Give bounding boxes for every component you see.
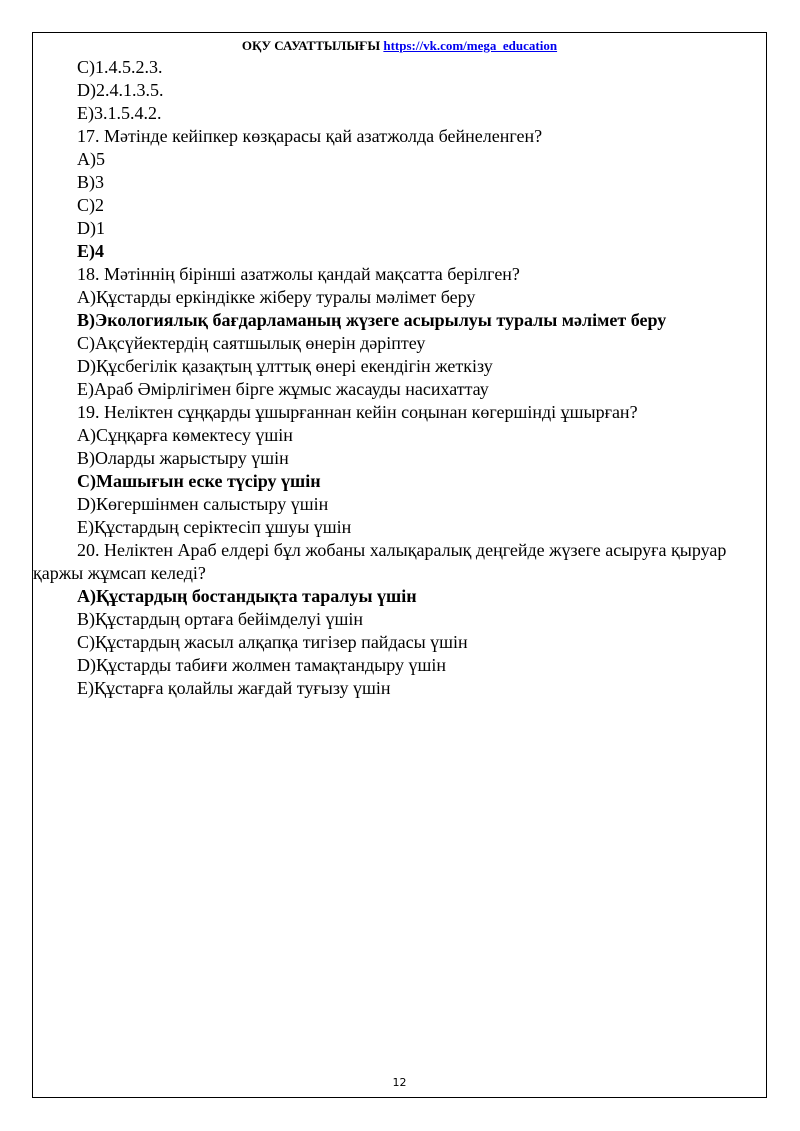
answer-option: E)3.1.5.4.2. <box>77 103 162 123</box>
answer-option: D)1 <box>77 218 105 238</box>
answer-option: A)Құстарды еркіндікке жіберу туралы мәлімет беру <box>77 287 476 307</box>
correct-answer-option: B)Экологиялық бағдарламаның жүзеге асырылуы туралы мәлімет беру <box>77 310 667 330</box>
answer-option: A)5 <box>77 149 105 169</box>
header-title: ОҚУ САУАТТЫЛЫҒЫ <box>241 38 381 53</box>
answer-option: D)2.4.1.3.5. <box>77 80 164 100</box>
question-text: 18. Мәтіннің бірінші азатжолы қандай мақсатта берілген? <box>77 264 520 284</box>
page-number: 12 <box>392 1076 407 1089</box>
correct-answer-option: C)Машығын еске түсіру үшін <box>77 471 321 491</box>
answer-option: B)3 <box>77 172 104 192</box>
answer-option: A)Сұңқарға көмектесу үшін <box>77 425 293 445</box>
question-text: 20. Неліктен Араб елдері бұл жобаны халықаралық деңгейде жүзеге асыруға қыруар қаржы жұмсап келеді? <box>33 540 727 583</box>
header-link[interactable]: https://vk.com/mega_education <box>383 38 558 53</box>
answer-option: E)Араб Әмірлігімен бірге жұмыс жасауды насихаттау <box>77 379 489 399</box>
page-header <box>32 38 767 54</box>
answer-option: D)Көгершінмен салыстыру үшін <box>77 494 329 514</box>
answer-option: C)1.4.5.2.3. <box>77 57 163 77</box>
answer-option: C)Құстардың жасыл алқапқа тигізер пайдасы үшін <box>77 632 468 652</box>
answer-option: E)Құстарға қолайлы жағдай туғызу үшін <box>77 678 391 698</box>
answer-option: C)Ақсүйектердің саятшылық өнерін дәріптеу <box>77 333 426 353</box>
question-text: 19. Неліктен сұңқарды ұшырғаннан кейін соңынан көгершінді ұшырған? <box>77 402 638 422</box>
answer-option: E)Құстардың серіктесіп ұшуы үшін <box>77 517 352 537</box>
answer-option: D)Құстарды табиғи жолмен тамақтандыру үшін <box>77 655 446 675</box>
answer-option: C)2 <box>77 195 104 215</box>
answer-option: B)Құстардың ортаға бейімделуі үшін <box>77 609 363 629</box>
correct-answer-option: E)4 <box>77 241 104 261</box>
question-content <box>33 56 748 700</box>
question-text: 17. Мәтінде кейіпкер көзқарасы қай азатжолда бейнеленген? <box>77 126 543 146</box>
answer-option: B)Оларды жарыстыру үшін <box>77 448 289 468</box>
correct-answer-option: A)Құстардың бостандықта таралуы үшін <box>77 586 417 606</box>
answer-option: D)Құсбегілік қазақтың ұлттық өнері екендігін жеткізу <box>77 356 493 376</box>
